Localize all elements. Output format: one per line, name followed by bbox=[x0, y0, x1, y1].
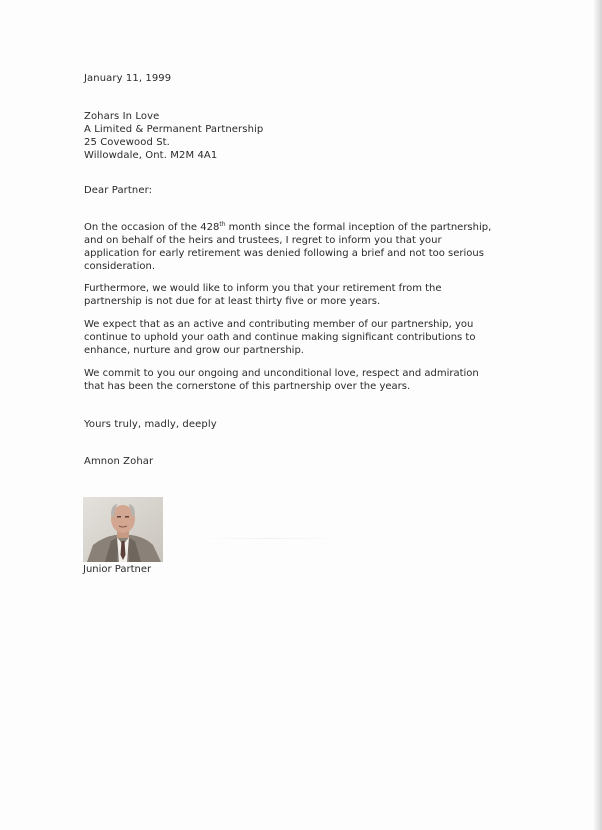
letter-date: January 11, 1999 bbox=[84, 73, 172, 84]
p1-superscript: th bbox=[219, 221, 226, 228]
paragraph-3 bbox=[84, 318, 475, 357]
address-line-3: 25 Covewood St. bbox=[84, 137, 170, 148]
address-line-2: A Limited & Permanent Partnership bbox=[84, 124, 264, 135]
partner-photo bbox=[83, 497, 163, 562]
paragraph-1-line-2: and on behalf of the heirs and trustees, I regret to inform you that your bbox=[84, 235, 442, 246]
paragraph-1-line-4: consideration. bbox=[84, 261, 156, 272]
page-edge-shadow bbox=[594, 0, 602, 830]
paragraph-1-line-3: application for early retirement was denied following a brief and not too serious bbox=[84, 248, 484, 259]
p1-line1-start: On the occasion of the 428 bbox=[84, 222, 220, 233]
paragraph-4-line-1: We commit to you our ongoing and unconditional love, respect and admiration bbox=[84, 368, 479, 379]
paragraph-2-line-1: Furthermore, we would like to inform you that your retirement from the bbox=[84, 283, 442, 294]
closing: Yours truly, madly, deeply bbox=[84, 419, 217, 430]
photo-caption: Junior Partner bbox=[83, 564, 152, 575]
paragraph-3-line-1: We expect that as an active and contributing member of our partnership, you bbox=[84, 319, 474, 330]
paragraph-3-line-3: enhance, nurture and grow our partnership. bbox=[84, 345, 304, 356]
paragraph-4-line-2: that has been the cornerstone of this partnership over the years. bbox=[84, 381, 411, 392]
faint-scan-line bbox=[200, 538, 340, 539]
paragraph-2-line-2: partnership is not due for at least thirty five or more years. bbox=[84, 296, 381, 307]
paragraph-4 bbox=[84, 367, 479, 393]
paragraph-3-line-2: continue to uphold your oath and continue making significant contributions to bbox=[84, 332, 476, 343]
address-line-1: Zohars In Love bbox=[84, 111, 160, 122]
paragraph-1 bbox=[84, 221, 491, 273]
address-line-4: Willowdale, Ont. M2M 4A1 bbox=[84, 150, 218, 161]
p1-line1-end: month since the formal inception of the partnership, bbox=[225, 222, 492, 233]
salutation: Dear Partner: bbox=[84, 185, 153, 196]
paragraph-1-line-1 bbox=[84, 221, 491, 234]
signature-name: Amnon Zohar bbox=[84, 456, 154, 467]
paragraph-2 bbox=[84, 282, 442, 308]
partner-photo-image bbox=[83, 497, 163, 562]
